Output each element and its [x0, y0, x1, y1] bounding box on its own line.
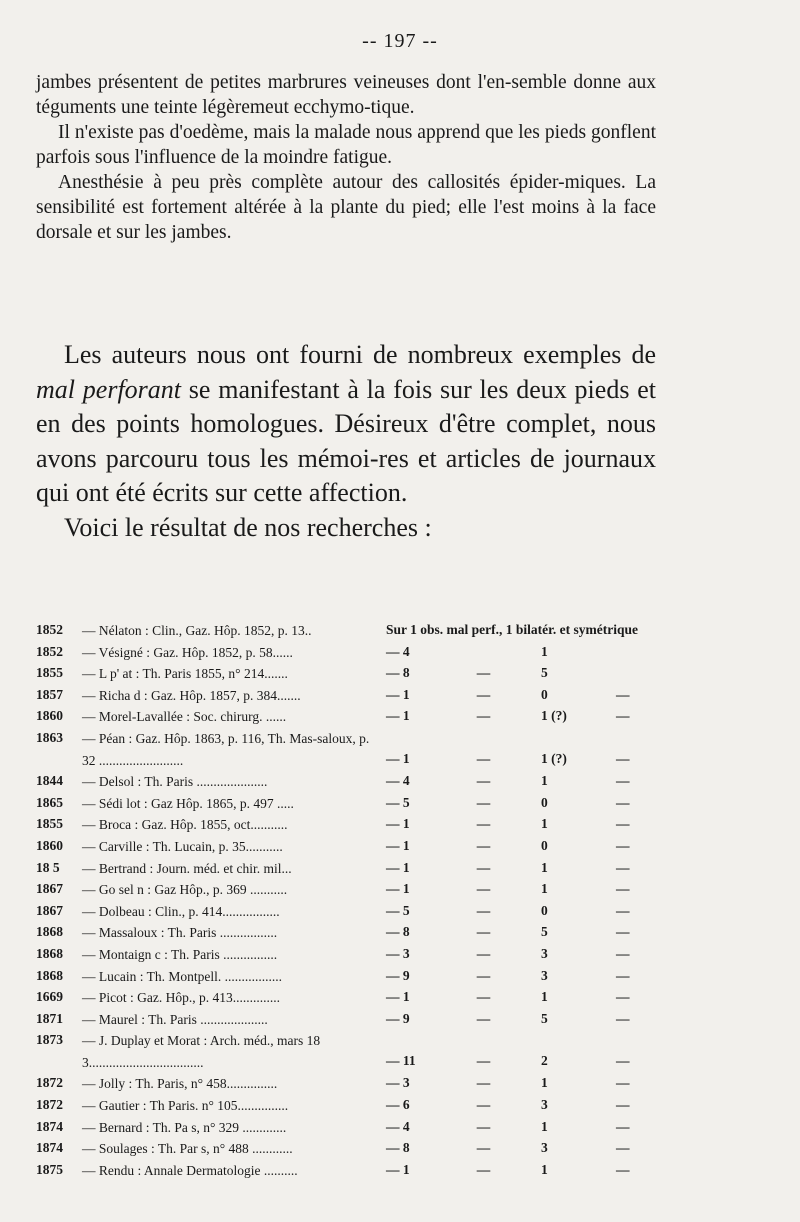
- row-bilateral: 1: [541, 643, 548, 659]
- row-mal-perforant: —: [476, 1161, 491, 1177]
- row-year: 1844: [36, 773, 63, 789]
- row-bilateral: 1: [541, 1118, 548, 1134]
- row-reference: — Montaign c : Th. Paris ................: [82, 946, 278, 962]
- row-mal-perforant: —: [476, 967, 491, 983]
- page-number: -- 197 --: [362, 30, 438, 52]
- row-mal-perforant: —: [476, 794, 491, 810]
- row-year: 1860: [36, 708, 63, 724]
- row-bilateral: 1: [541, 989, 548, 1005]
- row-symmetric: —: [616, 773, 630, 789]
- row-mal-perforant: —: [476, 1097, 491, 1113]
- row-mal-perforant: —: [476, 686, 491, 702]
- row-observations: — 1: [386, 750, 410, 766]
- row-observations: — 5: [386, 902, 410, 918]
- table-row: [36, 814, 686, 836]
- row-observations: — 9: [386, 967, 410, 983]
- row-year: 1872: [36, 1075, 63, 1091]
- row-symmetric: —: [616, 967, 630, 983]
- table-row: [36, 879, 686, 901]
- row-reference: — Richa d : Gaz. Hôp. 1857, p. 384.......: [82, 687, 301, 703]
- table-row: [36, 706, 686, 728]
- row-symmetric: —: [616, 859, 630, 875]
- row-year: 1872: [36, 1097, 63, 1113]
- row-bilateral: 3: [541, 1140, 548, 1156]
- row-reference: — Dolbeau : Clin., p. 414.................: [82, 903, 280, 919]
- table-row: [36, 685, 686, 707]
- row-symmetric: —: [616, 686, 630, 702]
- row-bilateral: 1 (?): [541, 750, 567, 766]
- row-year: 1857: [36, 686, 63, 702]
- main-paragraph: [36, 338, 656, 511]
- table-row: [36, 966, 686, 988]
- main-paragraph-end: se manifestant à la fois sur les deux pieds et en des points homologues. Désireux d'être complet, nous avons parcouru tous les mémoi-res et articles de journaux qui ont été écrits sur cette affection.: [36, 374, 656, 507]
- row-observations: — 11: [386, 1053, 416, 1069]
- row-symmetric: —: [616, 924, 630, 940]
- row-reference: — Lucain : Th. Montpell. .................: [82, 968, 282, 984]
- row-symmetric: —: [616, 816, 630, 832]
- row-bilateral: 2: [541, 1053, 548, 1069]
- row-bilateral: 1: [541, 859, 548, 875]
- row-reference: — Broca : Gaz. Hôp. 1855, oct...........: [82, 817, 288, 833]
- table-row: [36, 1117, 686, 1139]
- row-mal-perforant: —: [476, 881, 491, 897]
- row-reference: — Picot : Gaz. Hôp., p. 413..............: [82, 990, 280, 1006]
- table-row: [36, 620, 686, 642]
- row-reference: — Gautier : Th Paris. n° 105...............: [82, 1098, 289, 1114]
- row-year: 1860: [36, 837, 63, 853]
- row-observations: — 4: [386, 773, 410, 789]
- row-reference: — Jolly : Th. Paris, n° 458...............: [82, 1076, 278, 1092]
- row-year: 1868: [36, 967, 63, 983]
- row-bilateral: 0: [541, 837, 548, 853]
- table-row: [36, 642, 686, 664]
- main-paragraph-start: Les auteurs nous ont fourni de nombreux exemples de: [64, 340, 656, 369]
- row-observations: — 1: [386, 837, 410, 853]
- row-year: 1863: [36, 729, 63, 745]
- table-row: [36, 1073, 686, 1095]
- row-year: 1871: [36, 1010, 63, 1026]
- row-year: 1874: [36, 1140, 63, 1156]
- row-mal-perforant: —: [476, 1140, 491, 1156]
- row-reference: — Bernard : Th. Pa s, n° 329 .............: [82, 1119, 287, 1135]
- observations-table: [36, 620, 686, 1181]
- row-mal-perforant: —: [476, 924, 491, 940]
- row-observations: — 3: [386, 945, 410, 961]
- row-observations: — 1: [386, 859, 410, 875]
- row-year: 1855: [36, 816, 63, 832]
- row-reference: — Delsol : Th. Paris .....................: [82, 774, 268, 790]
- row-reference: — Maurel : Th. Paris ....................: [82, 1011, 268, 1027]
- row-observations: — 5: [386, 794, 410, 810]
- table-row: [36, 771, 686, 793]
- row-symmetric: —: [616, 1097, 630, 1113]
- row-observations: — 9: [386, 1010, 410, 1026]
- row-mal-perforant: —: [476, 902, 491, 918]
- row-bilateral: 1: [541, 773, 548, 789]
- row-bilateral: 0: [541, 902, 548, 918]
- row-year: 1874: [36, 1118, 63, 1134]
- row-reference: — J. Duplay et Morat : Arch. méd., mars 18 3..................................: [82, 1033, 321, 1070]
- intro-paragraph: Anesthésie à peu près complète autour des callosités épider-miques. La sensibilité est fortement altérée à la plante du pied; elle l'est moins à la face dorsale et sur les jambes.: [36, 172, 656, 243]
- row-symmetric: —: [616, 1053, 630, 1069]
- row-year: 1669: [36, 989, 63, 1005]
- row-reference: — Soulages : Th. Par s, n° 488 ............: [82, 1141, 293, 1157]
- row-year: 1875: [36, 1161, 63, 1177]
- row-observations: — 4: [386, 1118, 410, 1134]
- row-year: 1852: [36, 622, 63, 637]
- row-year: 1868: [36, 924, 63, 940]
- row-observations: — 1: [386, 686, 410, 702]
- row-symmetric: —: [616, 881, 630, 897]
- row-reference: — Péan : Gaz. Hôp. 1863, p. 116, Th. Mas-saloux, p. 32 .........................: [82, 730, 370, 768]
- row-mal-perforant: —: [476, 1075, 491, 1091]
- table-row: [36, 858, 686, 880]
- intro-text: [36, 70, 656, 245]
- row-mal-perforant: —: [476, 708, 491, 724]
- row-symmetric: —: [616, 708, 630, 724]
- row-year: 1852: [36, 643, 63, 659]
- row-bilateral: 5: [541, 665, 548, 681]
- row-bilateral: 1: [541, 1161, 548, 1177]
- row-reference: — Carville : Th. Lucain, p. 35...........: [82, 838, 283, 854]
- row-symmetric: —: [616, 1010, 630, 1026]
- row-reference: — Rendu : Annale Dermatologie ..........: [82, 1162, 298, 1178]
- row-mal-perforant: —: [476, 816, 491, 832]
- row-observations: — 1: [386, 708, 410, 724]
- table-row: [36, 728, 686, 771]
- row-year: 1873: [36, 1032, 63, 1048]
- row-observations: — 1: [386, 989, 410, 1005]
- row-symmetric: —: [616, 945, 630, 961]
- results-line: Voici le résultat de nos recherches :: [64, 512, 432, 542]
- row-mal-perforant: —: [476, 1010, 491, 1026]
- row-bilateral: 1 (?): [541, 708, 567, 724]
- table-row: [36, 1009, 686, 1031]
- row-reference: — Sédi lot : Gaz Hôp. 1865, p. 497 .....: [82, 795, 294, 811]
- row-observations: — 1: [386, 881, 410, 897]
- table-row: [36, 793, 686, 815]
- row-bilateral: 1: [541, 881, 548, 897]
- row-symmetric: —: [616, 902, 630, 918]
- row-year: 1868: [36, 945, 63, 961]
- row-symmetric: —: [616, 750, 630, 766]
- row-mal-perforant: —: [476, 1118, 491, 1134]
- intro-paragraph: Il n'existe pas d'oedème, mais la malade nous apprend que les pieds gonflent parfois sous l'influence de la moindre fatigue.: [36, 122, 656, 168]
- row-observations: — 8: [386, 665, 410, 681]
- row-observations: — 4: [386, 643, 410, 659]
- row-mal-perforant: —: [476, 837, 491, 853]
- table-row: [36, 836, 686, 858]
- row-symmetric: —: [616, 1161, 630, 1177]
- row-observations: — 3: [386, 1075, 410, 1091]
- row-symmetric: —: [616, 794, 630, 810]
- main-paragraph-emphasis: mal perforant: [36, 374, 182, 404]
- table-row: [36, 1138, 686, 1160]
- row-symmetric: —: [616, 837, 630, 853]
- row-reference: — L p' at : Th. Paris 1855, n° 214.......: [82, 666, 288, 682]
- row-mal-perforant: —: [476, 1053, 491, 1069]
- row-symmetric: —: [616, 1140, 630, 1156]
- row-bilateral: 3: [541, 1097, 548, 1113]
- table-row: [36, 987, 686, 1009]
- row-symmetric: —: [616, 1075, 630, 1091]
- row-observations: — 1: [386, 816, 410, 832]
- row-reference: — Massaloux : Th. Paris .................: [82, 925, 278, 941]
- row-symmetric: —: [616, 989, 630, 1005]
- row-mal-perforant: —: [476, 665, 491, 681]
- row-bilateral: 3: [541, 967, 548, 983]
- row-year: 1867: [36, 881, 63, 897]
- table-row: [36, 901, 686, 923]
- row-bilateral: 0: [541, 794, 548, 810]
- row-bilateral: 1: [541, 1075, 548, 1091]
- row-mal-perforant: —: [476, 773, 491, 789]
- table-row: [36, 1030, 686, 1073]
- table-row: [36, 922, 686, 944]
- row-observations: — 6: [386, 1097, 410, 1113]
- main-text: [36, 338, 656, 545]
- row-bilateral: 0: [541, 686, 548, 702]
- row-observations: — 8: [386, 924, 410, 940]
- row-year: 1867: [36, 902, 63, 918]
- table-row: [36, 1160, 686, 1182]
- row-observations: — 8: [386, 1140, 410, 1156]
- row-reference: — Bertrand : Journ. méd. et chir. mil...: [82, 860, 292, 876]
- row-bilateral: 5: [541, 924, 548, 940]
- row-reference: — Nélaton : Clin., Gaz. Hôp. 1852, p. 13..: [82, 623, 312, 638]
- row-reference: — Go sel n : Gaz Hôp., p. 369 ...........: [82, 882, 288, 898]
- row-year: 18 5: [36, 859, 60, 875]
- row-reference: — Vésigné : Gaz. Hôp. 1852, p. 58......: [82, 644, 293, 660]
- row-symmetric: —: [616, 1118, 630, 1134]
- row-reference: — Morel-Lavallée : Soc. chirurg. ......: [82, 709, 287, 725]
- row-bilateral: 5: [541, 1010, 548, 1026]
- table-row: [36, 944, 686, 966]
- row-year: 1865: [36, 794, 63, 810]
- row-bilateral: 3: [541, 945, 548, 961]
- table-header: Sur 1 obs. mal perf., 1 bilatér. et symétrique: [386, 622, 638, 637]
- row-mal-perforant: —: [476, 750, 491, 766]
- row-bilateral: 1: [541, 816, 548, 832]
- intro-paragraph: jambes présentent de petites marbrures veineuses dont l'en-semble donne aux téguments une teinte légèremeut ecchymo-tique.: [36, 72, 656, 118]
- row-observations: — 1: [386, 1161, 410, 1177]
- row-mal-perforant: —: [476, 859, 491, 875]
- table-row: [36, 663, 686, 685]
- row-year: 1855: [36, 665, 63, 681]
- table-row: [36, 1095, 686, 1117]
- row-mal-perforant: —: [476, 989, 491, 1005]
- row-mal-perforant: —: [476, 945, 491, 961]
